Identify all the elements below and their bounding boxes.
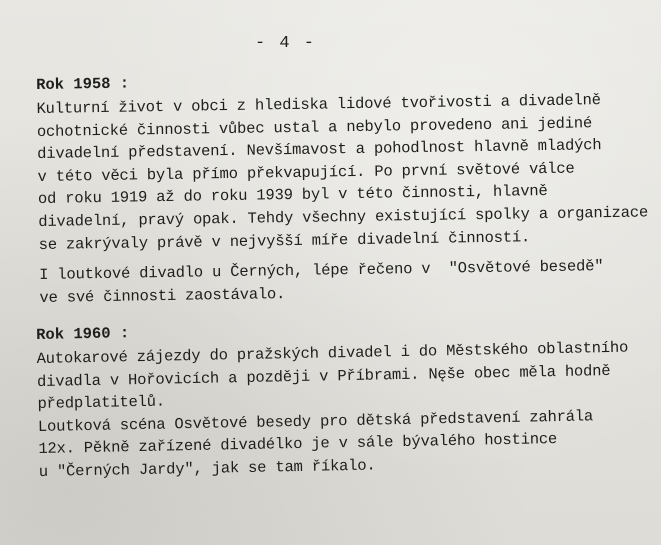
- text-line: v této věci byla přímo překvapující. Po první světové válce: [37, 159, 575, 186]
- text-line: Kulturní život v obci z hlediska lidové tvořivosti a divadelně: [36, 91, 601, 118]
- text-line: 12x. Pěkně zařízené divadélko je v sále bývalého hostince: [38, 430, 558, 459]
- section-heading: Rok 1960 :: [36, 324, 130, 344]
- text-line: předplatitelů.: [37, 392, 166, 414]
- text-line: divadelní, pravý opak. Tehdy všechny existující spolky a organizace: [38, 203, 649, 231]
- text-line: I loutkové divadlo u Černých, lépe řečeno v "Osvětové besedě": [38, 257, 604, 285]
- text-line: divadla v Hořovicích a později v Příbrami. Nęše obec měla hodně: [36, 361, 611, 391]
- section-1958: [36, 66, 649, 309]
- section-heading: Rok 1958 :: [36, 74, 130, 94]
- text-line: u "Černých Jardy", jak se tam říkalo.: [38, 456, 376, 481]
- text-line: od roku 1919 až do roku 1939 byl v této činnosti, hlavně: [37, 182, 548, 209]
- text-line: ve své činnosti zaostávalo.: [39, 284, 286, 307]
- text-line: Autokarové zájezdy do pražských divadel i do Městského oblastního: [36, 338, 629, 368]
- page-number: - 4 -: [255, 34, 317, 53]
- text-line: divadelní představení. Nevšímavost a pohodlnost hlavně mladých: [37, 136, 602, 164]
- text-line: ochotnické činnosti vůbec ustal a nebylo provedeno ani jediné: [36, 113, 593, 141]
- text-line: Loutková scéna Osvětové besedy pro dětská představení zahrála: [37, 407, 594, 436]
- section-1960: [36, 315, 631, 484]
- text-line: se zakrývaly právě v nejvyšší míře divadelní činností.: [38, 227, 531, 254]
